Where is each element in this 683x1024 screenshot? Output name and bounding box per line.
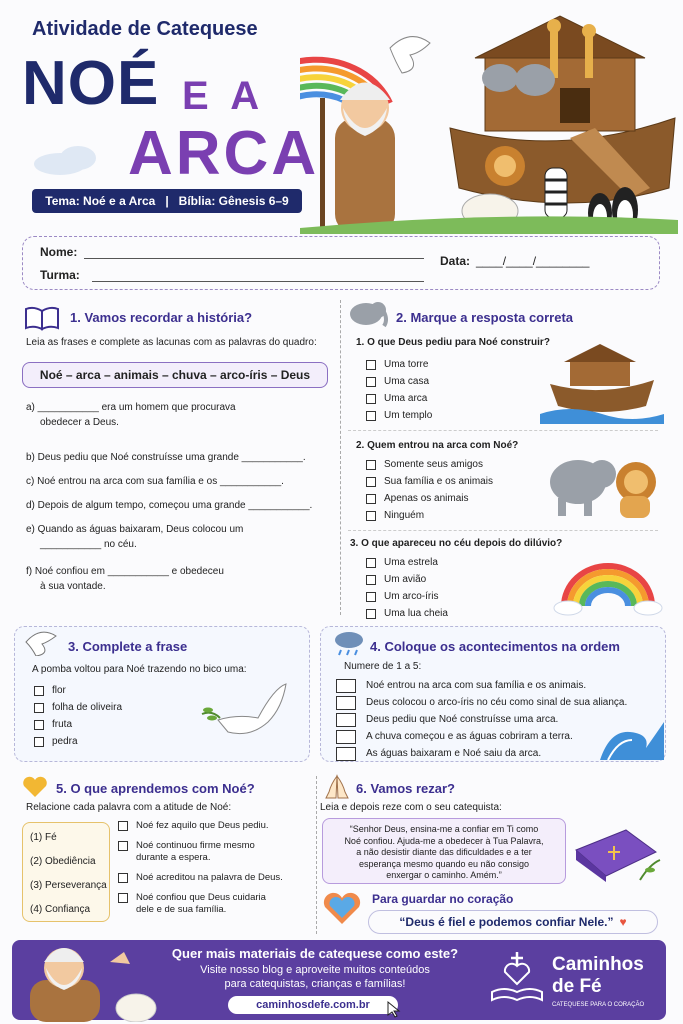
section1-instructions: Leia as frases e complete as lacunas com as palavras do quadro: [26,337,317,348]
order-item[interactable]: A chuva começou e as águas cobriram a terra. [336,728,627,745]
title-ea: E A [182,74,266,118]
elephant-lion-icon [544,444,664,524]
match-word[interactable]: (2) Obediência [30,856,96,867]
option-checkbox[interactable]: Ninguém [366,507,493,524]
title-noe: NOÉ [22,49,160,118]
rain-cloud-icon [332,628,366,658]
caminhos-logo-icon [486,948,548,1008]
section6-instructions: Leia e depois reze com o seu catequista: [320,802,502,813]
section3-instructions: A pomba voltou para Noé trazendo no bico uma: [32,664,247,675]
attitude-item[interactable]: Noé confiou que Deus cuidaria dele e de sua família. [118,892,318,924]
dove-olive-icon [200,680,290,748]
footer-headline: Quer mais materiais de catequese como este? [171,946,459,961]
bible-icon [570,820,664,894]
footer-line2: para catequistas, crianças e famílias! [224,978,406,990]
elephant-icon [346,298,388,328]
option-checkbox[interactable]: Um arco-íris [366,588,448,605]
dove-icon [390,37,430,73]
order-item[interactable]: Noé entrou na arca com sua família e os animais. [336,677,627,694]
option-checkbox[interactable]: Apenas os animais [366,490,493,507]
bible-reference: Bíblia: Gênesis 6–9 [178,194,289,208]
option-checkbox[interactable]: Somente seus amigos [366,456,493,473]
section2-title: 2. Marque a resposta correta [396,310,574,325]
option-checkbox[interactable]: Um templo [366,407,432,424]
option-checkbox[interactable]: Uma lua cheia [366,605,448,622]
words-list [30,832,107,928]
option-checkbox[interactable]: Uma torre [366,356,432,373]
attitudes-list [118,820,318,924]
class-field[interactable] [92,281,424,282]
fill-blank-item[interactable]: c) Noé entrou na arca com sua família e os ___________. [26,476,284,487]
ark-icon [540,340,664,424]
option-checkbox[interactable]: Uma casa [366,373,432,390]
section5-title: 5. O que aprendemos com Noé? [56,781,255,796]
section3-options [34,682,122,750]
open-book-icon [24,305,60,331]
heart-icon [22,776,48,798]
theme-banner [32,189,302,213]
divider [348,530,658,531]
lion-icon [485,146,525,186]
brand-tagline: CATEQUESE PARA O CORAÇÃO [552,1002,645,1008]
question-2-options [366,456,493,524]
footer-line1: Visite nosso blog e aproveite muitos conteúdos [200,964,430,976]
order-list [336,677,627,762]
question-2: 2. Quem entrou na arca com Noé? [356,440,519,451]
brand-name-line2: de Fé [552,976,602,997]
order-item[interactable]: Deus pediu que Noé construísse uma arca. [336,711,627,728]
section1-title: 1. Vamos recordar a história? [70,310,253,325]
keep-in-heart-title: Para guardar no coração [372,892,514,906]
section6-title: 6. Vamos rezar? [356,781,455,796]
section4-title: 4. Coloque os acontecimentos na ordem [370,639,620,654]
option-checkbox[interactable]: folha de oliveira [34,699,122,716]
prayer-box: “Senhor Deus, ensina-me a confiar em Ti como Noé confiou. Ajuda-me a obedecer à Tua Palavra, a não desistir diante das dificuldades e a ter esperança mesmo quando eu não consigo enxergar o caminho. Amém.” [322,818,566,884]
theme-label: Tema: Noé e a Arca [45,194,156,208]
option-checkbox[interactable]: Sua família e os animais [366,473,493,490]
rainbow-icon [552,552,664,616]
noah-ark-illustration [300,8,678,234]
section5-instructions: Relacione cada palavra com a atitude de Noé: [26,802,232,813]
praying-hands-icon [324,774,350,800]
match-word[interactable]: (1) Fé [30,832,57,843]
heart-icon: ♥ [619,915,627,929]
column-divider [316,776,317,934]
section4-instructions: Numere de 1 a 5: [344,661,422,672]
title-arca: ARCA [128,119,320,188]
noah-sheep-illustration [18,928,158,1022]
fill-blank-item[interactable]: f) Noé confiou em ___________ e obedeceu à sua vontade. [26,566,224,592]
option-checkbox[interactable]: Um avião [366,571,448,588]
option-checkbox[interactable]: Uma estrela [366,554,448,571]
kicker-title: Atividade de Catequese [32,18,258,40]
attitude-item[interactable]: Noé fez aquilo que Deus pediu. [118,820,318,840]
rainbow-heart-icon [322,890,362,926]
zebra-icon [545,168,567,218]
word-bank: Noé – arca – animais – chuva – arco-íris – Deus [22,362,328,388]
attitude-item[interactable]: Noé acreditou na palavra de Deus. [118,872,318,892]
question-3: 3. O que apareceu no céu depois do dilúvio? [350,538,563,549]
date-label: Data: [440,254,471,268]
column-divider [340,300,341,615]
order-item[interactable]: Deus colocou o arco-íris no céu como sinal de sua aliança. [336,694,627,711]
date-field[interactable]: ____/____/________ [476,254,590,268]
question-1: 1. O que Deus pediu para Noé construir? [356,337,550,348]
divider [348,430,658,431]
theme-separator: | [165,194,169,208]
fill-blank-item[interactable]: e) Quando as águas baixaram, Deus colocou um ___________ no céu. [26,524,244,550]
class-label: Turma: [40,268,80,282]
name-field[interactable] [84,258,424,259]
wave-icon [600,716,664,760]
attitude-item[interactable]: Noé continuou firme mesmo durante a espera. [118,840,318,872]
option-checkbox[interactable]: flor [34,682,122,699]
section3-title: 3. Complete a frase [68,639,188,654]
option-checkbox[interactable]: Uma arca [366,390,432,407]
option-checkbox[interactable]: fruta [34,716,122,733]
cursor-icon [386,1000,402,1018]
option-checkbox[interactable]: pedra [34,733,122,750]
question-3-options [366,554,448,622]
fill-blank-list [26,400,331,598]
match-word[interactable]: (3) Perseverança [30,880,107,891]
website-link[interactable]: caminhosdefe.com.br [228,996,398,1014]
fill-blank-item[interactable]: a) ___________ era um homem que procurava obedecer a Deus. [26,402,236,428]
fill-blank-item[interactable]: b) Deus pediu que Noé construísse uma grande ___________. [26,452,306,463]
fill-blank-item[interactable]: d) Depois de algum tempo, começou uma grande ___________. [26,500,313,511]
noah-figure [320,83,395,235]
match-word[interactable]: (4) Confiança [30,904,91,915]
cloud-icon [30,140,110,176]
question-1-options [366,356,432,424]
memory-verse: “Deus é fiel e podemos confiar Nele.” ♥ [368,910,658,934]
order-item[interactable]: As águas baixaram e Noé saiu da arca. [336,745,627,762]
brand-name-line1: Caminhos [552,954,644,975]
name-label: Nome: [40,245,78,259]
dove-icon [22,624,62,656]
